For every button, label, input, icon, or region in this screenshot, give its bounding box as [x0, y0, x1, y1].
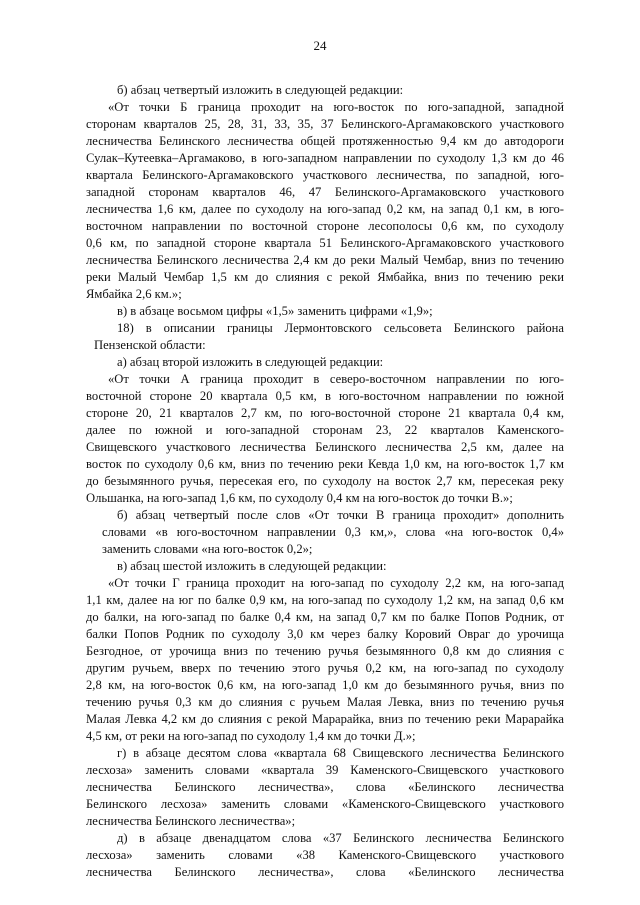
- text-line: в) абзац шестой изложить в следующей редакции:: [117, 559, 387, 573]
- text-line: западной сторонам кварталов 46, 47 Белинского-Аргамаковского участкового: [86, 185, 564, 199]
- text-line: Ольшанка, на юго-запад 1,6 км, по суходолу 0,4 км на юго-восток до точки В.»;: [86, 491, 513, 505]
- text-line: другим ручьем, вверх по течению этого ручья 0,2 км, на юго-запад по суходолу: [86, 661, 564, 675]
- text-line: течению ручья 0,3 км до слияния с ручьем Малая Левка, вниз по течению ручья: [86, 695, 564, 709]
- text-line: Белинского лесхоза» заменить словами «Каменского-Свищевского участкового: [86, 797, 564, 811]
- text-line: лесхоза» заменить словами «квартала 39 Каменского-Свищевского участкового: [86, 763, 564, 777]
- text-line: восток по суходолу 0,6 км, вниз по течению реки Кевда 1,0 км, на юго-восток 1,7 км: [86, 457, 564, 471]
- page-number: 24: [313, 38, 327, 53]
- text-line: «От точки А граница проходит в северо-восточном направлении по юго-: [108, 372, 564, 386]
- text-line: заменить словами «на юго-восток 0,2»;: [102, 542, 313, 556]
- text-line: «От точки Г граница проходит на юго-запад по суходолу 2,2 км, на юго-запад: [108, 576, 564, 590]
- text-line: лесничества Белинского лесничества», слова «Белинского лесничества: [86, 865, 564, 879]
- text-line: в) в абзаце восьмом цифры «1,5» заменить цифрами «1,9»;: [117, 304, 433, 318]
- text-line: Малая Левка 4,2 км до слияния с рекой Марарайка, вниз по течению реки Марарайка: [86, 712, 564, 726]
- text-line: б) абзац четвертый после слов «От точки В граница проходит» дополнить: [117, 508, 564, 522]
- text-line: балки Попов Родник по суходолу 3,0 км через балку Коровий Овраг до урочища: [86, 627, 564, 641]
- text-line: стороне 20, 21 кварталов 2,7 км, по юго-восточной стороне 21 квартала 0,4 км,: [86, 406, 564, 420]
- text-line: лесничества 1,6 км, далее по суходолу на юго-запад 0,2 км, на запад 0,1 км, в юго-: [86, 202, 564, 216]
- text-line: Пензенской области:: [94, 338, 206, 352]
- text-line: 2,8 км, на юго-восток 0,6 км, на юго-запад 1,0 км до безымянного ручья, вниз по: [86, 678, 564, 692]
- text-line: сторонам кварталов 25, 28, 31, 33, 35, 37 Белинского-Аргамаковского участкового: [86, 117, 564, 131]
- text-line: «От точки Б граница проходит на юго-восток по юго-западной, западной: [108, 100, 564, 114]
- text-line: 1,1 км, далее на юг по балке 0,9 км, на юго-запад по суходолу 1,2 км, на запад 0,6 км: [86, 593, 564, 607]
- text-line: 18) в описании границы Лермонтовского сельсовета Белинского района: [117, 321, 564, 335]
- text-line: лесничества Белинского лесничества», слова «Белинского лесничества: [86, 780, 564, 794]
- text-line: Безгодное, от урочища вниз по течению ручья безымянного 0,8 км до слияния с: [86, 644, 564, 658]
- text-line: б) абзац четвертый изложить в следующей редакции:: [117, 83, 404, 97]
- text-line: восточном направлении по восточной стороне лесополосы 0,6 км, по суходолу: [86, 219, 564, 233]
- text-line: лесничества Белинского лесничества общей протяженностью 9,4 км до автодороги: [86, 134, 564, 148]
- text-line: далее по южной и юго-западной сторонам 23, 22 кварталов Каменского-: [86, 423, 564, 437]
- text-line: лесничества Белинского лесничества»;: [86, 814, 296, 828]
- text-line: квартала Белинского-Аргамаковского участкового лесничества, по западной, юго-: [86, 168, 564, 182]
- text-line: лесничества Белинского лесничества 2,4 км до реки Малый Чембар, вниз по течению: [86, 253, 564, 267]
- text-line: Ямбайка 2,6 км.»;: [86, 287, 182, 301]
- text-line: 4,5 км, от реки на юго-запад по суходолу 1,4 км до точки Д.»;: [86, 729, 416, 743]
- text-line: восточной стороне 20 квартала 0,5 км, в юго-восточном направлении по южной: [86, 389, 564, 403]
- text-line: 0,6 км, по западной стороне квартала 51 Белинского-Аргамаковского участкового: [86, 236, 564, 250]
- text-line: Сулак–Кутеевка–Аргамаково, в юго-западном направлении по суходолу 1,3 км до 46: [86, 151, 564, 165]
- text-line: до безымянного ручья, пересекая его, по суходолу на восток 2,7 км, пересекая реку: [86, 474, 564, 488]
- text-line: лесхоза» заменить словами «38 Каменского-Свищевского участкового: [86, 848, 564, 862]
- text-line: реки Малый Чембар 1,5 км до слияния с рекой Ямбайка, вниз по течению реки: [86, 270, 564, 284]
- text-line: до балки, на юго-запад по балке 0,4 км, на запад 0,7 км по балке Попов Родник, от: [86, 610, 564, 624]
- text-line: а) абзац второй изложить в следующей редакции:: [117, 355, 384, 369]
- text-line: словами «в юго-восточном направлении 0,3 км,», слова «на юго-восток 0,4»: [102, 525, 564, 539]
- text-line: д) в абзаце двенадцатом слова «37 Белинского лесничества Белинского: [117, 831, 564, 845]
- text-line: Свищевского участкового лесничества Белинского лесничества 2,5 км, далее на: [86, 440, 564, 454]
- text-line: г) в абзаце десятом слова «квартала 68 Свищевского лесничества Белинского: [117, 746, 564, 760]
